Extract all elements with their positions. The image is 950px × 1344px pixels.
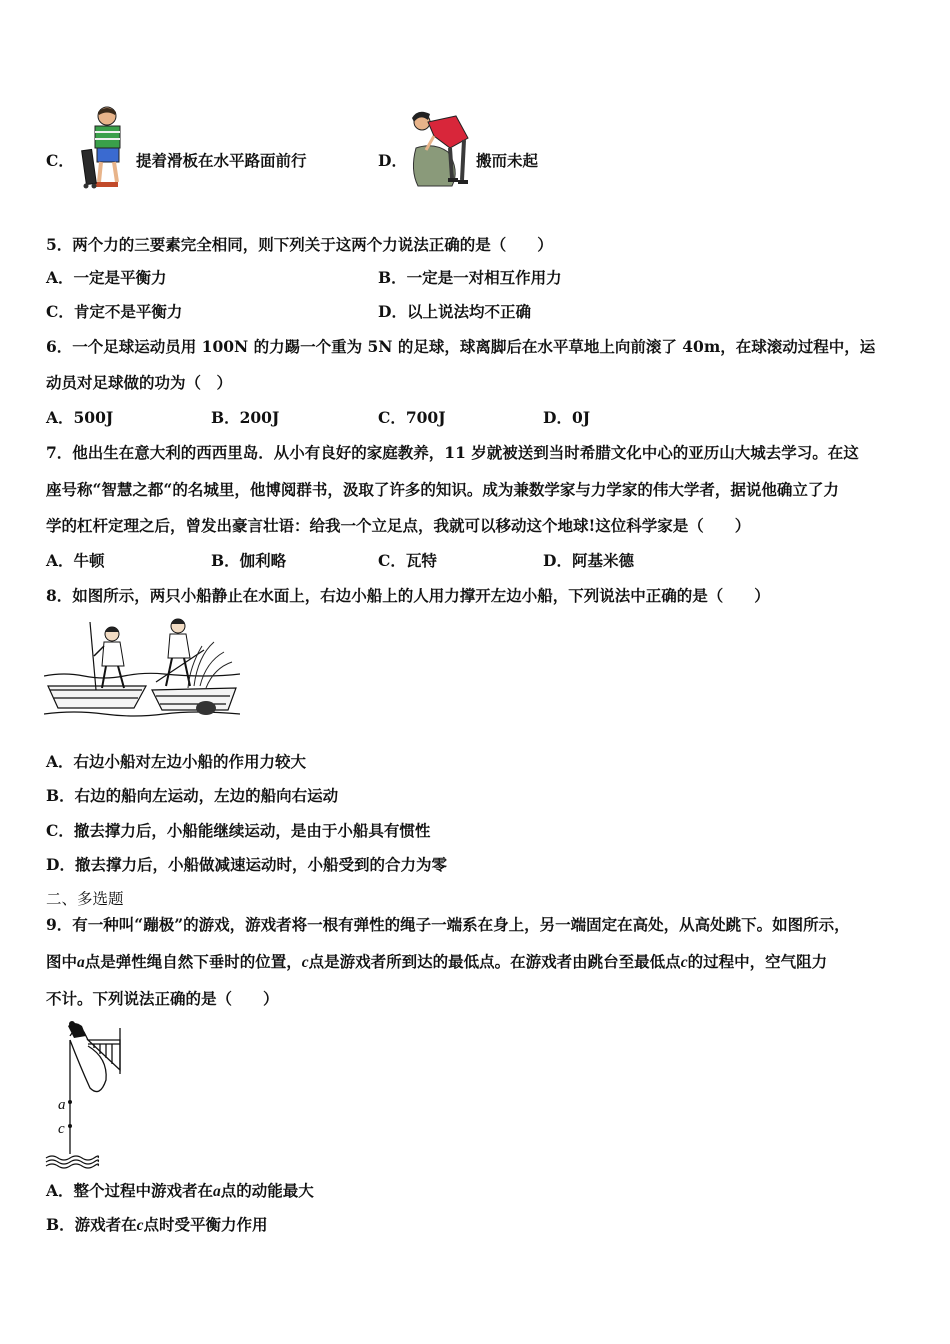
q9-option-a: A．整个过程中游戏者在a点的动能最大: [46, 1181, 314, 1200]
q9-option-b: B．游戏者在c点时受平衡力作用: [46, 1215, 268, 1234]
q7-option-c: C．瓦特: [378, 551, 437, 570]
woman-lifting-rock-figure: [404, 108, 474, 190]
bungee-figure-label-a: a: [58, 1097, 66, 1113]
q8-option-d: D．撤去撑力后，小船做减速运动时，小船受到的合力为零: [46, 855, 447, 874]
q8-option-b: B．右边的船向左运动，左边的船向右运动: [46, 786, 339, 805]
q7-stem-line3: 学的杠杆定理之后，曾发出豪言壮语：给我一个立足点，我就可以移动这个地球!这位科学家是（ ）: [46, 516, 751, 535]
q5-option-d: D．以上说法均不正确: [378, 302, 531, 321]
q9-stem-line1: 9．有一种叫“蹦极”的游戏，游戏者将一根有弹性的绳子一端系在身上，另一端固定在高处，从高处跳下。如图所示，: [46, 915, 850, 934]
boy-carrying-skateboard-figure: [80, 104, 136, 192]
q7-option-b: B．伽利略: [211, 551, 287, 570]
q9-stem-line2: 图中a点是弹性绳自然下垂时的位置，c点是游戏者所到达的最低点。在游戏者由跳台至最低点c的过程中，空气阻力: [46, 952, 828, 971]
q4-option-d-letter: D．: [378, 151, 407, 170]
q6-stem-line2: 动员对足球做的功为（ ）: [46, 373, 233, 392]
q6-option-a: A．500J: [46, 408, 114, 427]
section-heading-multiple-choice: 二、多选题: [46, 890, 124, 908]
q9-stem-line3: 不计。下列说法正确的是（ ）: [46, 989, 279, 1008]
q8-option-a: A．右边小船对左边小船的作用力较大: [46, 752, 307, 771]
q6-option-d: D．0J: [543, 408, 591, 427]
q5-stem: 5．两个力的三要素完全相同，则下列关于这两个力说法正确的是（ ）: [46, 235, 553, 254]
q6-stem-line1: 6．一个足球运动员用 100N 的力踢一个重为 5N 的足球，球离脚后在水平草地上向前滚了 40m，在球滚动过程中，运: [46, 337, 876, 356]
q5-option-c: C．肯定不是平衡力: [46, 302, 183, 321]
q5-option-b: B．一定是一对相互作用力: [378, 268, 562, 287]
q7-option-d: D．阿基米德: [543, 551, 634, 570]
q6-option-b: B．200J: [211, 408, 280, 427]
q4-option-d-text: 搬而未起: [476, 151, 539, 170]
two-boats-figure: [44, 616, 240, 720]
q5-option-a: A．一定是平衡力: [46, 268, 167, 287]
bungee-figure-label-c: c: [58, 1121, 65, 1137]
q6-option-c: C．700J: [378, 408, 446, 427]
q8-stem: 8．如图所示，两只小船静止在水面上，右边小船上的人用力撑开左边小船，下列说法中正确的是（ ）: [46, 586, 770, 605]
bungee-jump-figure: [44, 1018, 126, 1172]
q4-option-c-text: 提着滑板在水平路面前行: [136, 151, 307, 170]
q8-option-c: C．撤去撑力后，小船能继续运动，是由于小船具有惯性: [46, 821, 431, 840]
q4-option-c-letter: C．: [46, 151, 74, 170]
q7-stem-line2: 座号称“智慧之都“的名城里，他博阅群书，汲取了许多的知识。成为兼数学家与力学家的伟大学者，据说他确立了力: [46, 480, 839, 499]
q7-stem-line1: 7．他出生在意大利的西西里岛．从小有良好的家庭教养，11 岁就被送到当时希腊文化中心的亚历山大城去学习。在这: [46, 443, 859, 462]
q7-option-a: A．牛顿: [46, 551, 105, 570]
